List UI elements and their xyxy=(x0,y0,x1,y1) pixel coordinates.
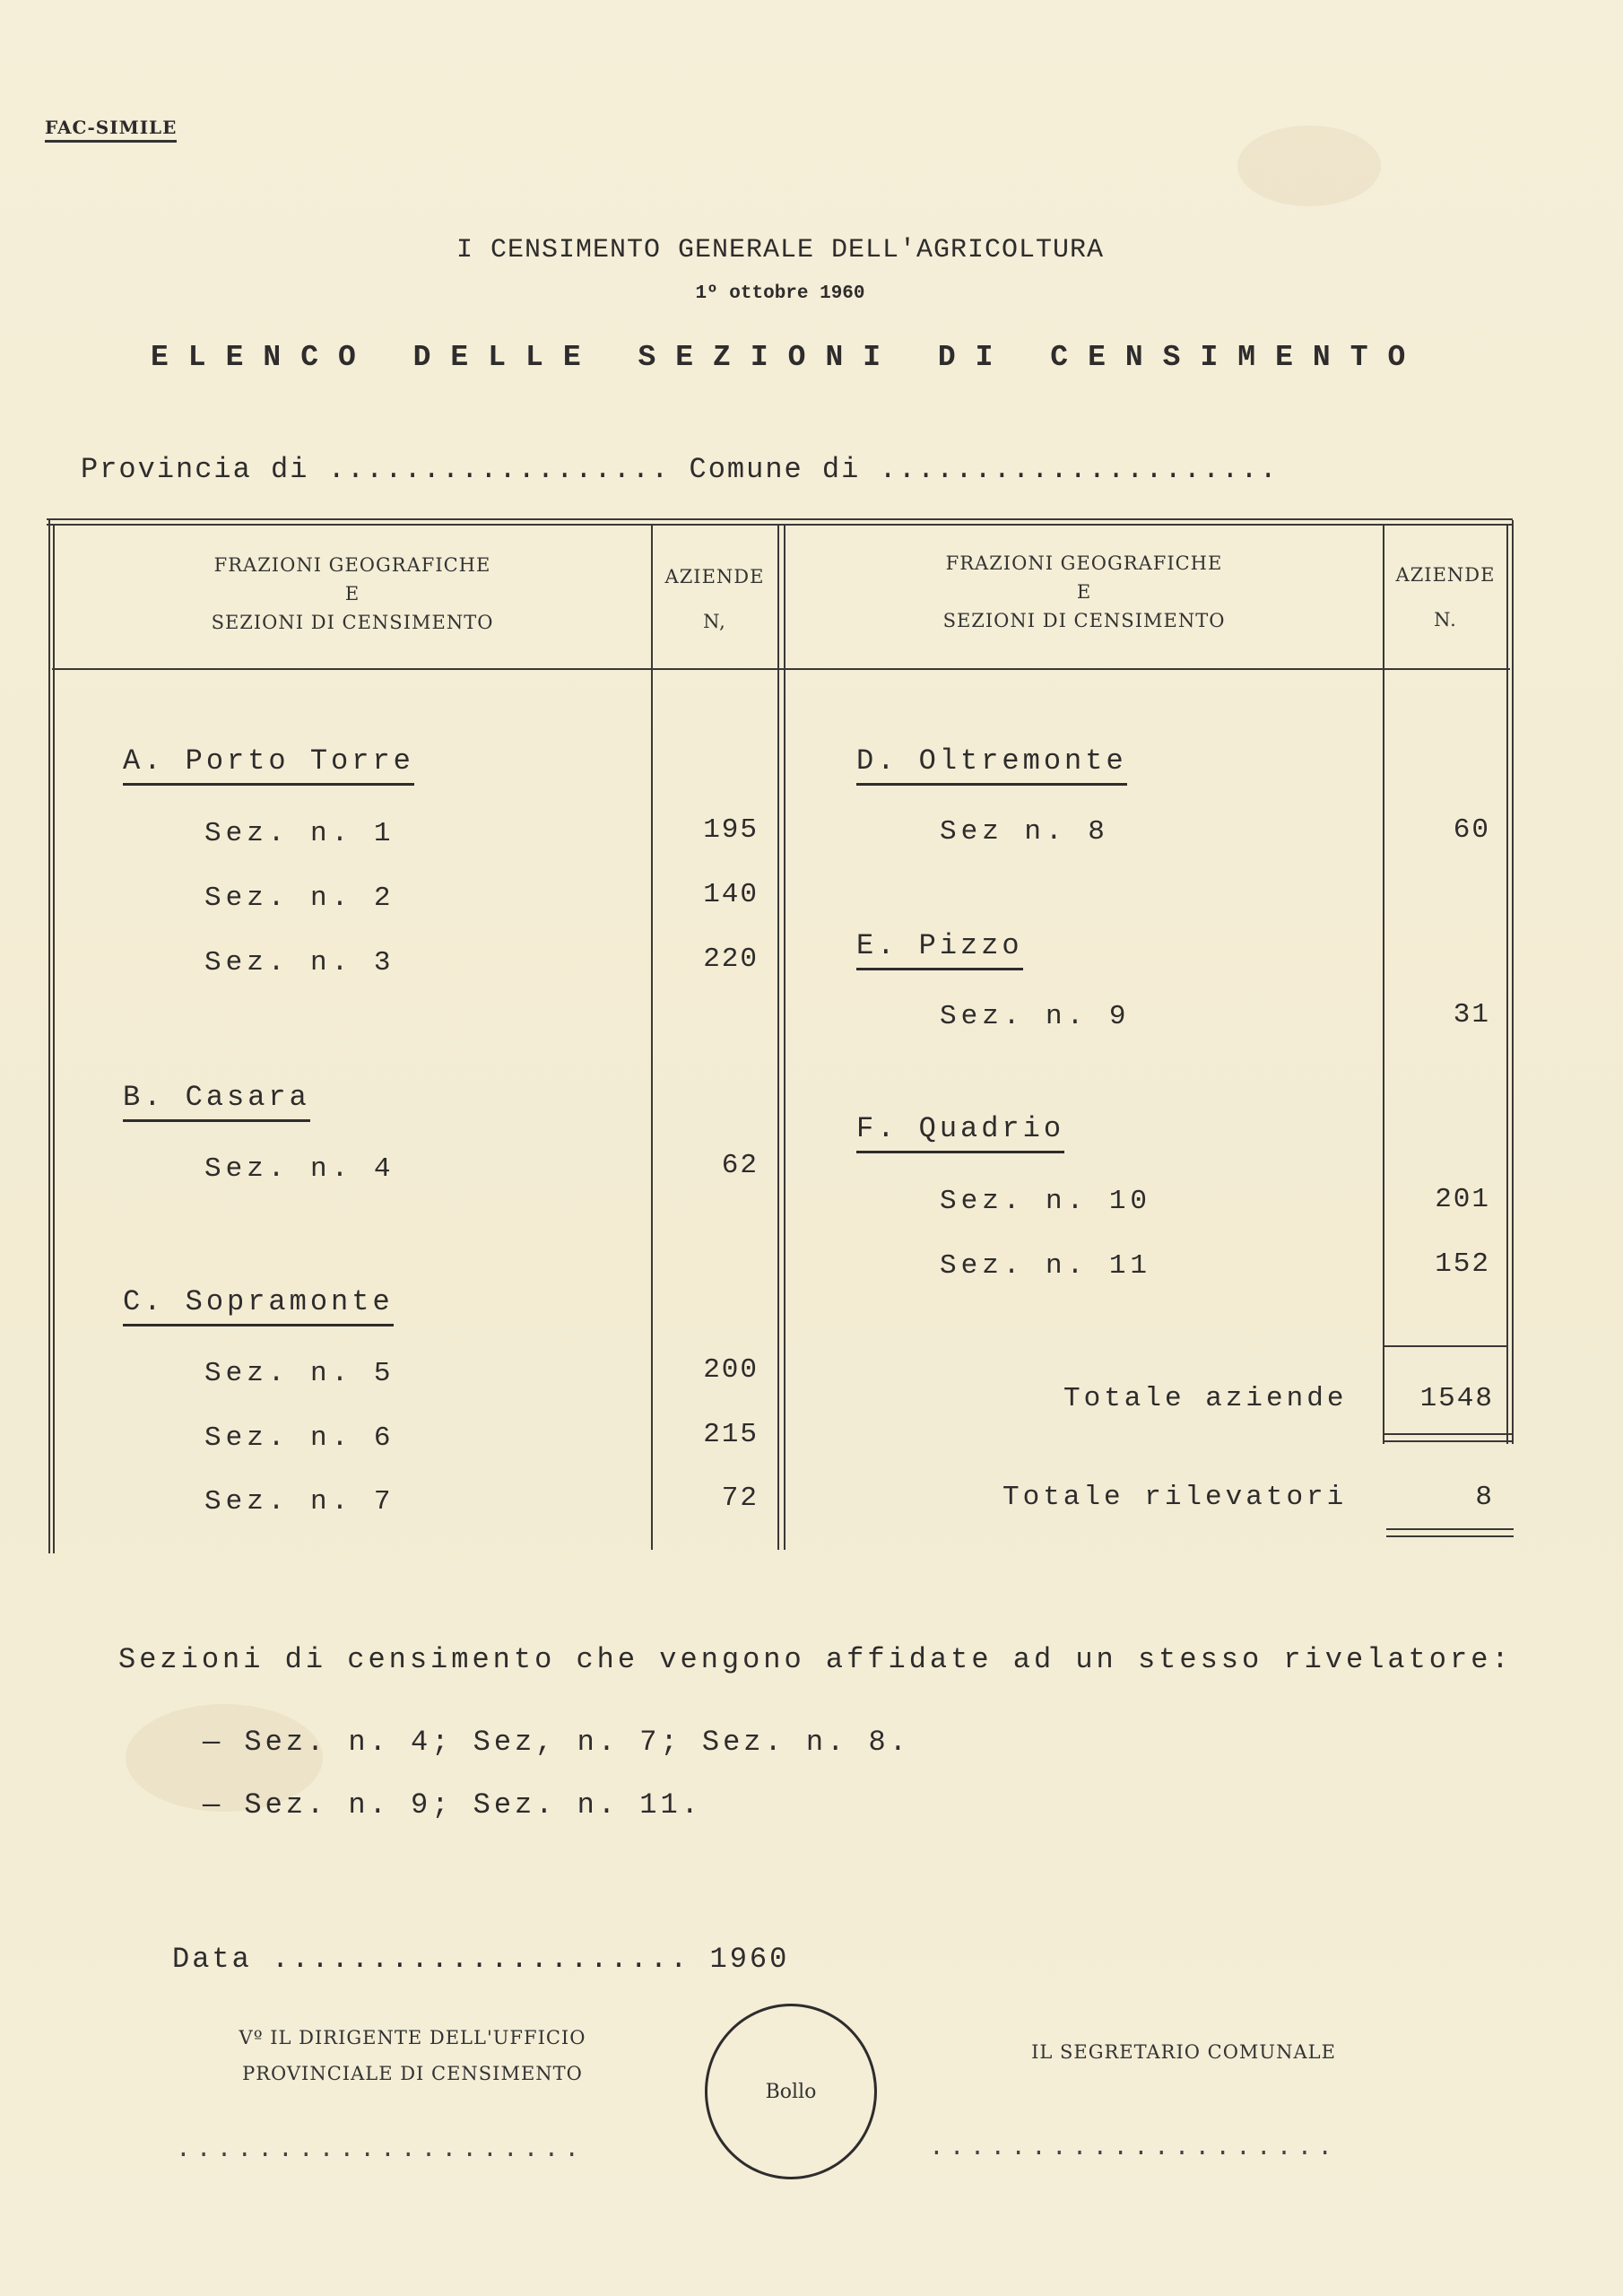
sezione-label: Sez. n. 6 xyxy=(204,1422,395,1454)
table-left-border-inner xyxy=(53,524,55,1553)
total-box-bottom-double xyxy=(1384,1440,1514,1442)
aziende-count: 31 xyxy=(1453,999,1490,1031)
frazione-oltremonte: D. Oltremonte xyxy=(856,744,1127,786)
frazione-quadrio: F. Quadrio xyxy=(856,1112,1064,1153)
aziende-count: 140 xyxy=(703,879,759,910)
census-date: 1º ottobre 1960 xyxy=(695,283,865,304)
sezione-label: Sez. n. 3 xyxy=(204,947,395,978)
aziende-count: 201 xyxy=(1435,1184,1490,1215)
table-divider xyxy=(651,524,653,1550)
segretario-signature-label: IL SEGRETARIO COMUNALE xyxy=(1031,2041,1336,2063)
total-box-bottom xyxy=(1384,1433,1514,1435)
aziende-count: 195 xyxy=(703,814,759,846)
sezione-label: Sez. n. 1 xyxy=(204,818,395,849)
totale-rilevatori-label: Totale rilevatori xyxy=(1002,1482,1348,1513)
col-header-frazioni-right: FRAZIONI GEOGRAFICHE E SEZIONI DI CENSIMENTO xyxy=(942,552,1226,631)
sezione-label: Sez. n. 2 xyxy=(204,883,395,914)
frazione-casara: B. Casara xyxy=(123,1081,310,1122)
notes-intro: Sezioni di censimento che vengono affidate ad un stesso rivelatore: xyxy=(118,1643,1513,1676)
table-left-border xyxy=(48,520,50,1553)
sezione-label: Sez. n. 4 xyxy=(204,1153,395,1185)
table-divider-center-inner xyxy=(784,524,785,1550)
sezione-label: Sez. n. 9 xyxy=(940,1001,1131,1032)
col-header-aziende-right: AZIENDE N. xyxy=(1395,564,1496,631)
table-divider-center xyxy=(777,524,779,1550)
provincia-comune-line: Provincia di .................. Comune di ..................... xyxy=(81,453,1279,486)
total-box-top xyxy=(1384,1345,1508,1347)
table-divider-right xyxy=(1383,524,1384,1444)
table-header-divider xyxy=(52,668,1510,670)
totale-aziende-value: 1548 xyxy=(1419,1383,1494,1414)
col-header-frazioni-left: FRAZIONI GEOGRAFICHE E SEZIONI DI CENSIMENTO xyxy=(211,554,494,633)
data-line: Data ..................... 1960 xyxy=(172,1943,790,1976)
bollo-label: Bollo xyxy=(765,2080,817,2103)
frazione-sopramonte: C. Sopramonte xyxy=(123,1285,394,1326)
bollo-stamp xyxy=(705,2004,877,2179)
aziende-count: 220 xyxy=(703,944,759,975)
document-subtitle: ELENCO DELLE SEZIONI DI CENSIMENTO xyxy=(151,341,1426,374)
sezione-label: Sez. n. 11 xyxy=(940,1250,1152,1282)
aziende-count: 152 xyxy=(1435,1248,1490,1280)
rilevatori-underline-double xyxy=(1386,1535,1514,1537)
aziende-count: 60 xyxy=(1453,814,1490,846)
sezione-label: Sez. n. 10 xyxy=(940,1186,1152,1217)
aziende-count: 72 xyxy=(721,1483,759,1514)
totale-rilevatori-value: 8 xyxy=(1475,1482,1494,1513)
aziende-count: 200 xyxy=(703,1354,759,1386)
frazione-porto-torre: A. Porto Torre xyxy=(123,744,414,786)
sezione-label: Sez. n. 7 xyxy=(204,1486,395,1518)
table-right-border xyxy=(1506,524,1508,1444)
dirigente-signature-label: Vº IL DIRIGENTE DELL'UFFICIO PROVINCIALE DI CENSIMENTO xyxy=(239,2027,586,2084)
col-header-aziende-left: AZIENDE N, xyxy=(664,566,765,632)
sezione-label: Sez n. 8 xyxy=(940,816,1109,848)
table-top-border-inner xyxy=(47,524,1513,526)
notes-line-2: — Sez. n. 9; Sez. n. 11. xyxy=(203,1788,702,1822)
facsimile-label: FAC-SIMILE xyxy=(45,117,177,143)
table-right-border-outer xyxy=(1512,520,1514,1444)
table-top-border xyxy=(47,518,1513,520)
segretario-signature-line: .................... xyxy=(929,2135,1339,2162)
paper-stain xyxy=(1237,126,1381,206)
sezione-label: Sez. n. 5 xyxy=(204,1358,395,1389)
aziende-count: 62 xyxy=(721,1150,759,1181)
totale-aziende-label: Totale aziende xyxy=(1063,1383,1348,1414)
notes-line-1: — Sez. n. 4; Sez, n. 7; Sez. n. 8. xyxy=(203,1726,910,1759)
dirigente-signature-line: .................... xyxy=(176,2136,586,2164)
frazione-pizzo: E. Pizzo xyxy=(856,929,1023,970)
rilevatori-underline xyxy=(1386,1528,1514,1530)
aziende-count: 215 xyxy=(703,1419,759,1450)
census-title: I CENSIMENTO GENERALE DELL'AGRICOLTURA xyxy=(456,235,1105,265)
